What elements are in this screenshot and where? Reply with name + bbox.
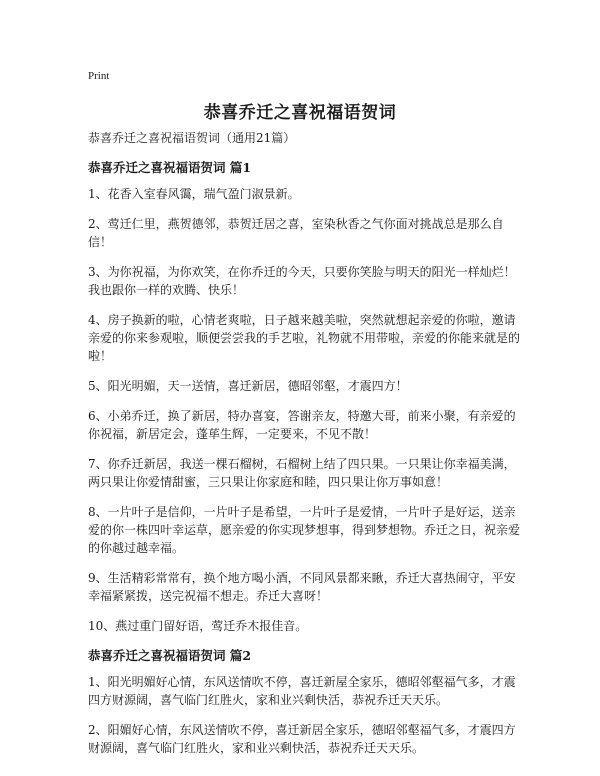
paragraph: 6、小弟乔迁，换了新居，特办喜宴，答谢亲友，特邀大哥，前来小聚，有亲爱的你祝福，新居定会，蓬荜生辉，一定要来，不见不散！ <box>88 409 516 441</box>
paragraph: 9、生活精彩常常有，换个地方喝小酒，不同风景都来瞅，乔迁大喜热闹守，平安幸福紧紧拨，送完祝福不想走。乔迁大喜呀！ <box>88 571 516 603</box>
paragraph: 5、阳光明媚，天一送情，喜迁新居，德昭邻壑，才震四方！ <box>88 379 408 393</box>
paragraph: 10、燕过重门留好语，莺迁乔木报佳音。 <box>88 619 308 633</box>
paragraph: 1、阳光明媚好心情，东风送情吹不停，喜迁新屋全家乐，德昭邻壑福气多，才震四方财源阔，喜气临门红胜火，家和业兴剩快活，恭祝乔迁天天乐。 <box>88 675 516 707</box>
paragraph: 4、房子换新的啦，心情老爽啦，日子越来越美啦，突然就想起亲爱的你啦，邀请亲爱的你来参观啦，顺便尝尝我的手艺啦，礼物就不用带啦，亲爱的你能来就是的啦！ <box>88 313 521 363</box>
page-title: 恭喜乔迁之喜祝福语贺词 <box>203 103 397 123</box>
section-heading-2: 恭喜乔迁之喜祝福语贺词 篇2 <box>88 648 252 663</box>
document-subtitle: 恭喜乔迁之喜祝福语贺词（通用21篇） <box>88 131 296 145</box>
paragraph: 7、你乔迁新居，我送一棵石榴树，石榴树上结了四只果。一只果让你幸福美满，两只果让你爱情甜蜜，三只果让你家庭和睦，四只果让你万事如意！ <box>88 457 516 489</box>
paragraph: 1、花香入室春风霭，瑞气盈门淑景新。 <box>88 187 300 201</box>
paragraph: 8、一片叶子是信仰，一片叶子是希望，一片叶子是爱情，一片叶子是好运，送亲爱的你一株四叶幸运草，愿亲爱的你实现梦想事，得到梦想物。乔迁之日，祝亲爱的你越过越幸福。 <box>88 505 521 555</box>
paragraph: 2、莺迁仁里，燕贺德邻，恭贺迁居之喜，室染秋香之气你面对挑战总是那么自信！ <box>88 217 504 249</box>
paragraph: 3、为你祝福，为你欢笑，在你乔迁的今天，只要你笑脸与明天的阳光一样灿烂！我也跟你一样的欢腾、快乐！ <box>88 265 516 297</box>
paragraph: 2、阳媚好心情，东风送情吹不停，喜迁新居全家乐，德昭邻壑福气多，才震四方财源阔，喜气临门红胜火，家和业兴剩快活，恭祝乔迁天天乐。 <box>88 723 516 755</box>
section-heading-1: 恭喜乔迁之喜祝福语贺词 篇1 <box>88 160 252 175</box>
document-body <box>88 130 520 769</box>
print-link[interactable]: Print <box>88 70 110 82</box>
